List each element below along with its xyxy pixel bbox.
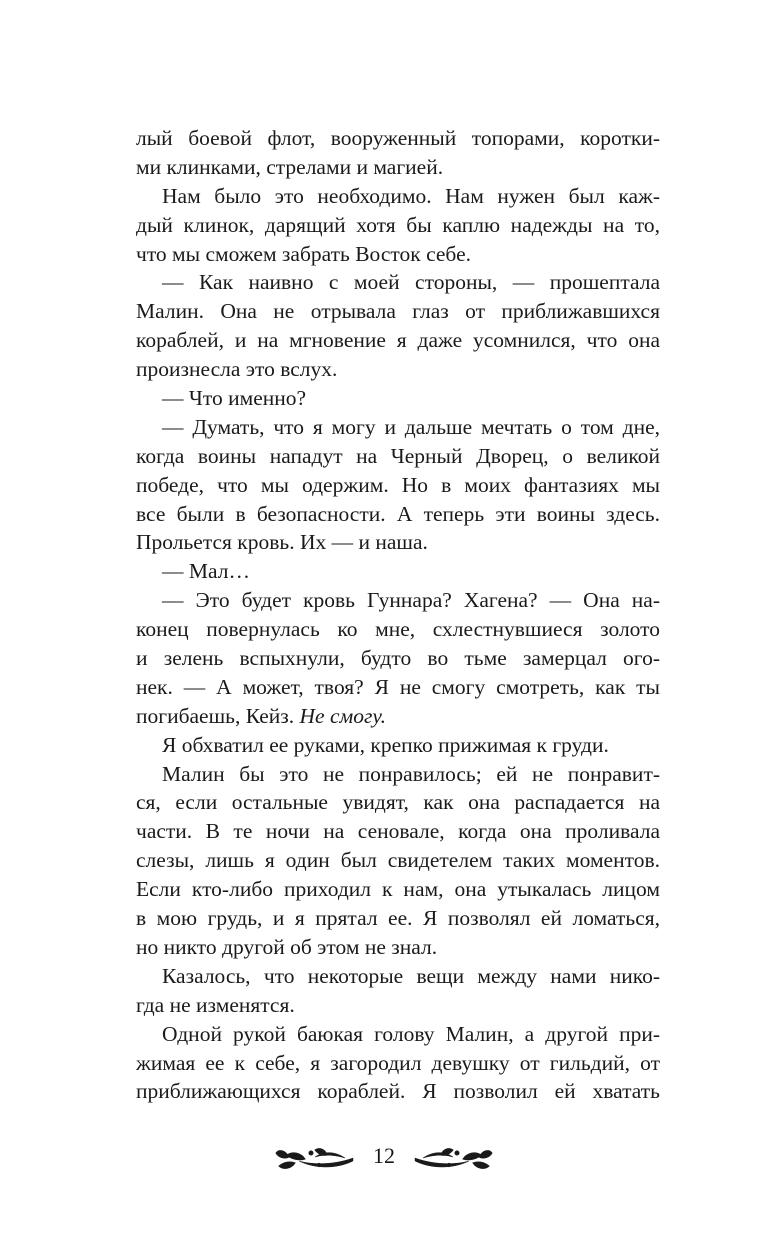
text-line <box>136 702 660 731</box>
text-line <box>136 933 660 962</box>
page-number: 12 <box>373 1143 395 1168</box>
text-line <box>136 673 660 702</box>
text-line <box>136 471 660 500</box>
text-line <box>136 788 660 817</box>
page-body-text <box>136 124 660 1106</box>
text-line <box>136 615 660 644</box>
text-line <box>136 904 660 933</box>
page-footer <box>0 1136 768 1176</box>
floral-ornament-right-icon <box>413 1139 493 1173</box>
text-line-content: все были в безопасности. А теперь эти воины здесь. <box>136 501 660 526</box>
text-line <box>136 644 660 673</box>
text-line-content: Прольется кровь. Их — и наша. <box>136 530 428 555</box>
text-line <box>136 1049 660 1078</box>
text-line-content: Казалось, что некоторые вещи между нами нико- <box>162 963 660 988</box>
text-line-content: когда воины нападут на Черный Дворец, о великой <box>136 443 660 468</box>
text-line <box>136 962 660 991</box>
text-line <box>136 875 660 904</box>
floral-ornament-left-icon <box>275 1139 355 1173</box>
text-line-content: конец повернулась ко мне, схлестнувшиеся золото <box>136 617 660 642</box>
text-line <box>136 153 660 182</box>
text-line-content: — Это будет кровь Гуннара? Хагена? — Она на- <box>162 588 660 613</box>
italic-emphasis: Не смогу. <box>299 703 386 728</box>
text-line <box>136 384 660 413</box>
text-line-content: жимая ее к себе, я загородил девушку от гильдий, от <box>136 1050 660 1075</box>
text-line <box>136 1020 660 1049</box>
text-line-content: погибаешь, Кейз. <box>136 703 295 728</box>
text-line-content: Я обхватил ее руками, крепко прижимая к груди. <box>162 732 609 757</box>
text-line <box>136 124 660 153</box>
text-line <box>136 1077 660 1106</box>
text-line <box>136 500 660 529</box>
text-line-content: Малин. Она не отрывала глаз от приближавшихся <box>136 299 660 324</box>
text-line <box>136 528 660 557</box>
text-line <box>136 297 660 326</box>
text-line <box>136 211 660 240</box>
text-line-content: — Мал… <box>162 559 250 584</box>
text-line <box>136 846 660 875</box>
text-line-content: дый клинок, дарящий хотя бы каплю надежды на то, <box>136 212 660 237</box>
text-line-content: нек. — А может, твоя? Я не смогу смотреть, как ты <box>136 674 660 699</box>
text-line-content: что мы сможем забрать Восток себе. <box>136 241 471 266</box>
text-line-content: слезы, лишь я один был свидетелем таких моментов. <box>136 848 660 873</box>
text-line <box>136 182 660 211</box>
text-line-content: — Что именно? <box>162 386 307 411</box>
text-line <box>136 268 660 297</box>
text-line-content: приближающихся кораблей. Я позволил ей хватать <box>136 1079 660 1104</box>
text-line <box>136 442 660 471</box>
text-line-content: части. В те ночи на сеновале, когда она проливала <box>136 819 660 844</box>
text-line-content: в мою грудь, и я прятал ее. Я позволял ей ломаться, <box>136 906 660 931</box>
text-line-content: гда не изменятся. <box>136 992 295 1017</box>
text-line-content: Одной рукой баюкая голову Малин, а другой при- <box>162 1021 660 1046</box>
text-line-content: Нам было это необходимо. Нам нужен был каж- <box>162 183 660 208</box>
text-line-content: кораблей, и на мгновение я даже усомнился, что она <box>136 328 660 353</box>
text-line-content: — Думать, что я могу и дальше мечтать о том дне, <box>162 414 660 439</box>
text-line-content: Малин бы это не понравилось; ей не понравит- <box>162 761 660 786</box>
text-line <box>136 991 660 1020</box>
text-line <box>136 817 660 846</box>
text-line <box>136 731 660 760</box>
text-line <box>136 355 660 384</box>
text-line <box>136 326 660 355</box>
text-line-content: лый боевой флот, вооруженный топорами, коротки- <box>136 126 660 150</box>
text-line-content: и зелень вспыхнули, будто во тьме замерцал ого- <box>136 646 660 671</box>
text-line-content: но никто другой об этом не знал. <box>136 934 438 959</box>
text-line-content: ми клинками, стрелами и магией. <box>136 154 444 179</box>
text-line <box>136 557 660 586</box>
text-line-content: победе, что мы одержим. Но в моих фантазиях мы <box>136 472 660 497</box>
text-line <box>136 240 660 269</box>
text-line <box>136 413 660 442</box>
text-line-content: — Как наивно с моей стороны, — прошептала <box>162 270 660 295</box>
text-line-content: произнесла это вслух. <box>136 357 338 382</box>
text-line <box>136 760 660 789</box>
text-line-content: Если кто-либо приходил к нам, она утыкалась лицом <box>136 877 660 902</box>
text-line-content: ся, если остальные увидят, как она распадается на <box>136 790 660 815</box>
text-line <box>136 586 660 615</box>
